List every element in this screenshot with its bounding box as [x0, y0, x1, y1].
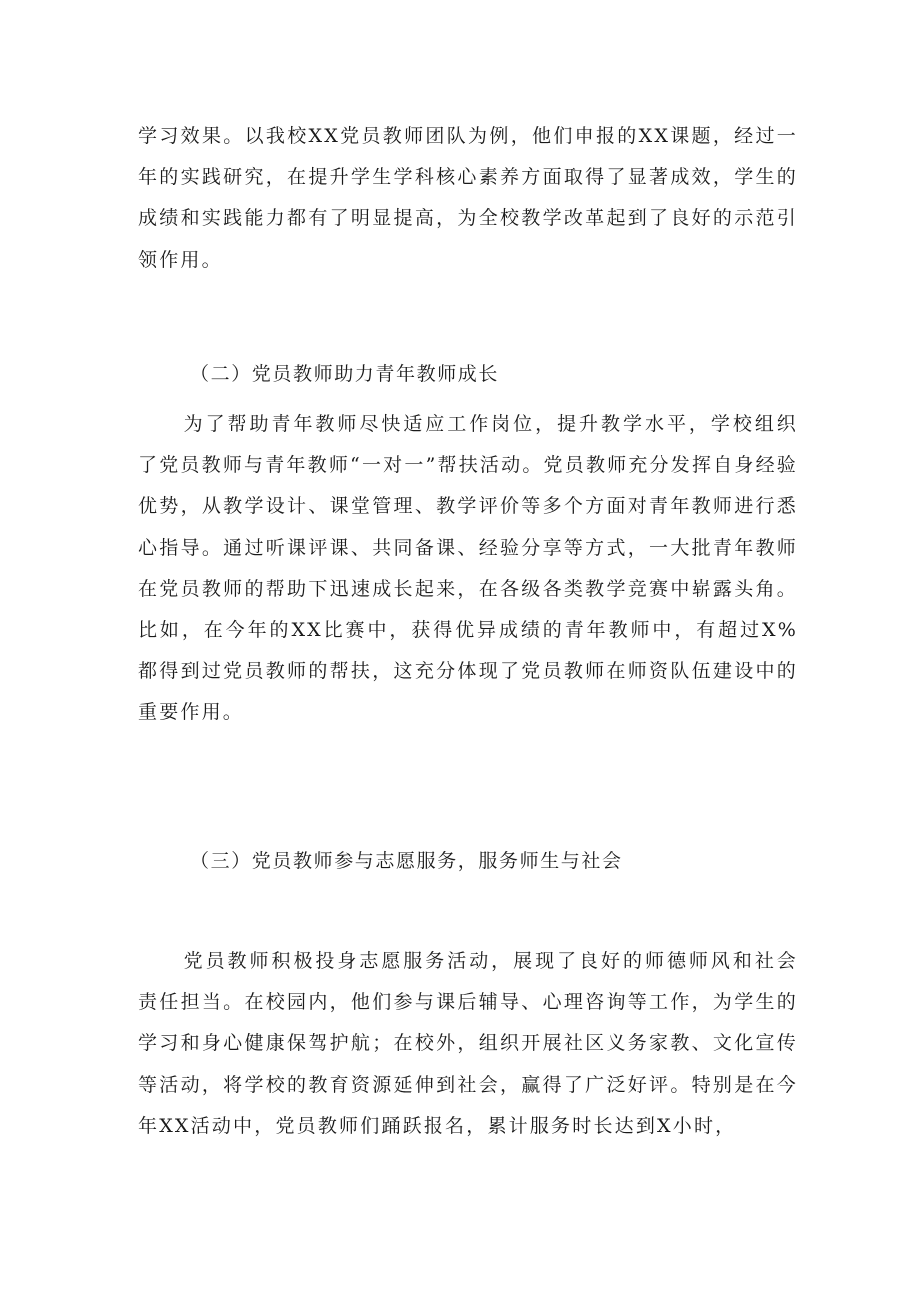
paragraph-continuation: 学习效果。以我校XX党员教师团队为例，他们申报的XX课题，经过一年的实践研究，在提升学生学科核心素养方面取得了显著成效，学生的成绩和实践能力都有了明显提高，为全校教学改革起到了良好的示范引领作用。 [138, 125, 798, 271]
section-heading-2: （二）党员教师助力青年教师成长 [190, 363, 500, 385]
section-heading-3: （三）党员教师参与志愿服务，服务师生与社会 [190, 850, 623, 872]
paragraph-mentoring: 为了帮助青年教师尽快适应工作岗位，提升教学水平，学校组织了党员教师与青年教师“一对一”帮扶活动。党员教师充分发挥自身经验优势，从教学设计、课堂管理、教学评价等多个方面对青年教师进行悉心指导。通过听课评课、共同备课、经验分享等方式，一大批青年教师在党员教师的帮助下迅速成长起来，在各级各类教学竞赛中崭露头角。比如，在今年的XX比赛中，获得优异成绩的青年教师中，有超过X%都得到过党员教师的帮扶，这充分体现了党员教师在师资队伍建设中的重要作用。 [138, 413, 798, 724]
paragraph-volunteer: 党员教师积极投身志愿服务活动，展现了良好的师德师风和社会责任担当。在校园内，他们参与课后辅导、心理咨询等工作，为学生的学习和身心健康保驾护航；在校外，组织开展社区义务家教、文化宣传等活动，将学校的教育资源延伸到社会，赢得了广泛好评。特别是在今年XX活动中，党员教师们踊跃报名，累计服务时长达到X小时， [138, 950, 798, 1137]
